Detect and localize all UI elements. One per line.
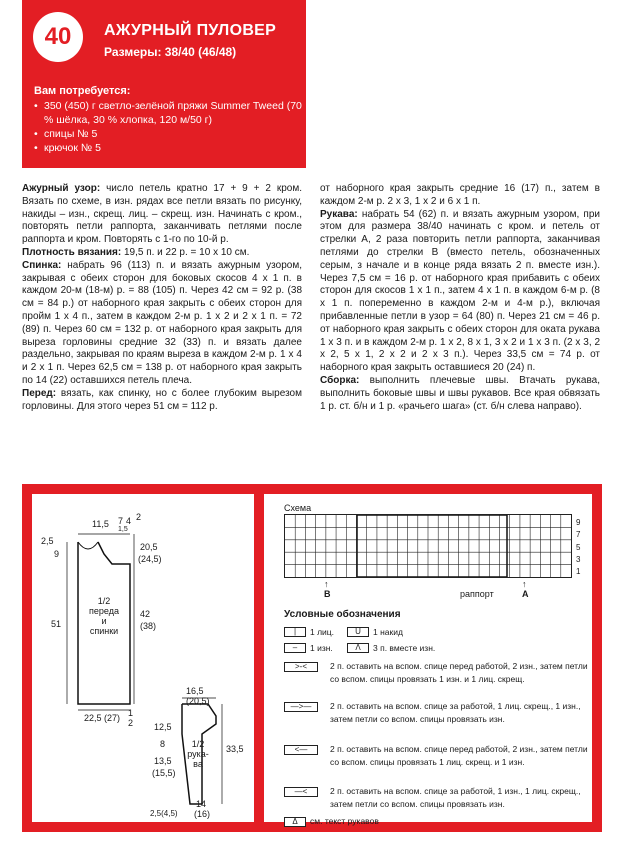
arrow-b-label: ↑ B: [324, 579, 331, 599]
legend-text: 1 накид: [373, 627, 403, 637]
paragraph-lead: Рукава:: [320, 208, 358, 220]
arrow-a-text: A: [522, 589, 529, 599]
dim-label: 51: [51, 619, 62, 629]
paragraph-text: 19,5 п. и 22 р. = 10 х 10 см.: [121, 246, 250, 258]
paragraph-lead: Перед:: [22, 387, 57, 399]
dim-label: 2,5: [41, 536, 54, 546]
paragraph-front-cont: от наборного края закрыть средние 16 (17) п., затем в каждом 2-м р. 2 х 3, 1 х 2 и 6 х 1 п.: [320, 183, 600, 207]
dim-label: (38): [140, 621, 157, 631]
dim-label: (15,5): [152, 768, 176, 778]
paragraph-lead: Ажурный узор:: [22, 183, 101, 194]
paragraph-lead: Сборка:: [320, 374, 360, 386]
dim-label: 1: [128, 708, 134, 718]
row-number: 9: [576, 518, 581, 527]
dim-label: 7: [118, 516, 124, 526]
pattern-sizes: Размеры: 38/40 (46/48): [104, 45, 237, 59]
piece-label: 1/2 переда и спинки: [89, 596, 119, 636]
rapport-label: раппорт: [460, 589, 494, 599]
legend-text: 2 п. оставить на вспом. спице за работой, 1 лиц. скрещ., 1 изн., затем петли со вспом. спицы провязать изн.: [330, 701, 581, 724]
dim-label: (16): [194, 809, 211, 819]
pattern-panel: [32, 494, 254, 822]
paragraph-text: число петель кратно 17 + 9 + 2 кром. Вязать по схеме, в изн. рядах все петли вязать по рисунку, накиды – изн., скрещ. лиц. – скрещ. изн. Начинать с кром., повторять петли раппорта, заканчивать петлями после раппорта и кром. Повторять с 1-го по 10-й р.: [22, 183, 303, 246]
instructions-left-column: [22, 183, 302, 413]
paragraph-front: [22, 388, 302, 414]
piece-label: 1/2 рука- ва: [187, 739, 209, 769]
paragraph-text: набрать 54 (62) п. и вязать ажурным узором, при этом для размера 38/40 начинать с кром. и петель от стрелки А, 2 раза повторить петли раппорта, заканчивая петлями до стрелки В (вместо петель, обозначенных серым, з начале и в конце ряда вязать 2 п. вместе изн.). Через 7,5 см = 16 р. от наборного края прибавить с обеих сторон для скосов 1 х 1 п., затем 4 х 1 п. в каждом 6-м р. (8 х 1 п. попеременно в каждом 2-м и 4-м р.), включая прибавленные петли в узор = 64 (80) п. Через 21 см = 46 р. от наборного края закрыть с обеих сторон для оката рукава 1 х 3 п. и в каждом 2-м р. 1 х 2, 8 х 1, 3 х 2 и 1 х 3 п. (2 х 3, 2 х 2, 5 х 1, 2 х 2 и 2 х 3 п.). Через 33,5 см = 74 р. от наборного края закрыть оставшиеся 20 (24) п.: [320, 208, 600, 374]
scheme-title: Схема: [284, 503, 312, 513]
legend-text: 2 п. оставить на вспом. спице перед работой, 2 изн., затем петли со вспом. спицы провязать 1 лиц. скрещ. и 1 изн.: [330, 744, 588, 767]
dim-label: 42: [140, 609, 151, 619]
dim-label: 1,5: [118, 526, 128, 533]
row-number: 1: [576, 567, 581, 576]
row-number: 5: [576, 543, 581, 552]
dim-label: 33,5: [226, 744, 244, 754]
dim-label: 2: [128, 718, 134, 728]
arrow-b-text: B: [324, 589, 331, 599]
legend-text: 3 п. вместе изн.: [373, 643, 436, 653]
materials-item: • крючок № 5: [34, 141, 306, 155]
paragraph-text: вязать, как спинку, но с более глубоким вырезом горловины. Для этого через 51 см = 112 р.: [22, 387, 302, 412]
legend-text: 1 лиц.: [310, 627, 335, 637]
materials-item: • 350 (450) г светло-зелёной пряжи Summer Tweed (70 % шёлка, 30 % хлопка, 120 м/50 г): [34, 99, 306, 127]
legend-symbol: —>—: [284, 702, 318, 712]
dim-label: 13,5: [154, 756, 172, 766]
legend-symbol: –: [284, 643, 306, 653]
materials-item: • спицы № 5: [34, 127, 306, 141]
dim-label: 9: [54, 549, 60, 559]
pattern-number-badge: 40: [33, 12, 83, 62]
legend-text: см. текст рукавов: [310, 816, 379, 826]
paragraph-lead: Спинка:: [22, 259, 62, 271]
paragraph-lead: Плотность вязания:: [22, 246, 122, 258]
paragraph-back: [22, 260, 302, 388]
paragraph-gauge: [22, 247, 302, 260]
pattern-title: АЖУРНЫЙ ПУЛОВЕР: [104, 22, 277, 39]
dim-label: 20,5: [140, 542, 158, 552]
dim-label: 8: [160, 739, 166, 749]
arrow-a-label: ↑ A: [522, 579, 529, 599]
legend-symbol: Λ: [347, 643, 369, 653]
paragraph-text: набрать 96 (113) п. и вязать ажурным узором, закрывая с обеих сторон для боковых скосов 4 х 1 п. в каждом 20-м (18-м) р. = 88 (105) п. Через 42 см = 92 р. (38 см = 84 р.) от наборного края закрыть с обеих сторон для пройм 1 х 4 п., затем в каждом 2-м р. 1 х 2 и 2 х 1 п. = 72 (89) п. Через 60 см = 132 р. от наборного края закрыть для выреза горловины средние 32 (33) п. и вязать далее раздельно, закрывая по краям выреза в каждом 2-м р. 1 х 4 и 2 х 1 п. Через 62,5 см = 138 р. от наборного края закрыть по 14 (22) оставшихся петель плеча.: [22, 259, 302, 386]
legend-symbol: |: [284, 627, 306, 637]
legend-symbol: <—: [284, 745, 318, 755]
legend-symbol: >-<: [284, 662, 318, 672]
legend-text: 1 изн.: [310, 643, 333, 653]
dim-label: 12,5: [154, 722, 172, 732]
materials-heading: Вам потребуется:: [34, 85, 131, 97]
instructions-right-column: [320, 183, 600, 413]
legend-symbol: Δ: [284, 817, 306, 827]
dim-label: 22,5 (27): [84, 713, 121, 723]
stitch-chart: [284, 514, 572, 578]
dim-label: 11,5: [92, 519, 109, 529]
materials-list: [34, 99, 306, 155]
legend-text: 2 п. оставить на вспом. спице за работой, 1 изн., 1 лиц. скрещ., затем петли со вспом. спицы провязать изн.: [330, 786, 581, 809]
dim-label: 14: [196, 799, 207, 809]
dim-label: 16,5: [186, 686, 204, 696]
row-number: 7: [576, 530, 581, 539]
paragraph-assembly: [320, 375, 600, 413]
paragraph-sleeves: [320, 209, 600, 375]
legend-symbol: —<: [284, 787, 318, 797]
legend-title: Условные обозначения: [284, 609, 401, 620]
paragraph-text: выполнить плечевые швы. Втачать рукава, выполнить боковые швы и швы рукавов. Все края обвязать 1 р. ст. б/н и 1 р. «рачьего шага» (ст. б/н слева направо).: [320, 374, 600, 412]
stitch-chart-grid: [285, 515, 571, 577]
dim-label: 2,5(4,5): [150, 809, 178, 818]
dim-label: (20,5): [186, 696, 210, 706]
paragraph-pattern: [22, 183, 302, 247]
dim-label: 4: [126, 516, 132, 526]
legend-text: 2 п. оставить на вспом. спице перед работой, 2 изн., затем петли со вспом. спицы провязать 1 изн. и 1 лиц. скрещ.: [330, 661, 588, 684]
legend-symbol: U: [347, 627, 369, 637]
dim-label: 2: [136, 512, 142, 522]
header-banner: [22, 0, 306, 168]
dim-label: (24,5): [138, 554, 162, 564]
row-number: 3: [576, 555, 581, 564]
